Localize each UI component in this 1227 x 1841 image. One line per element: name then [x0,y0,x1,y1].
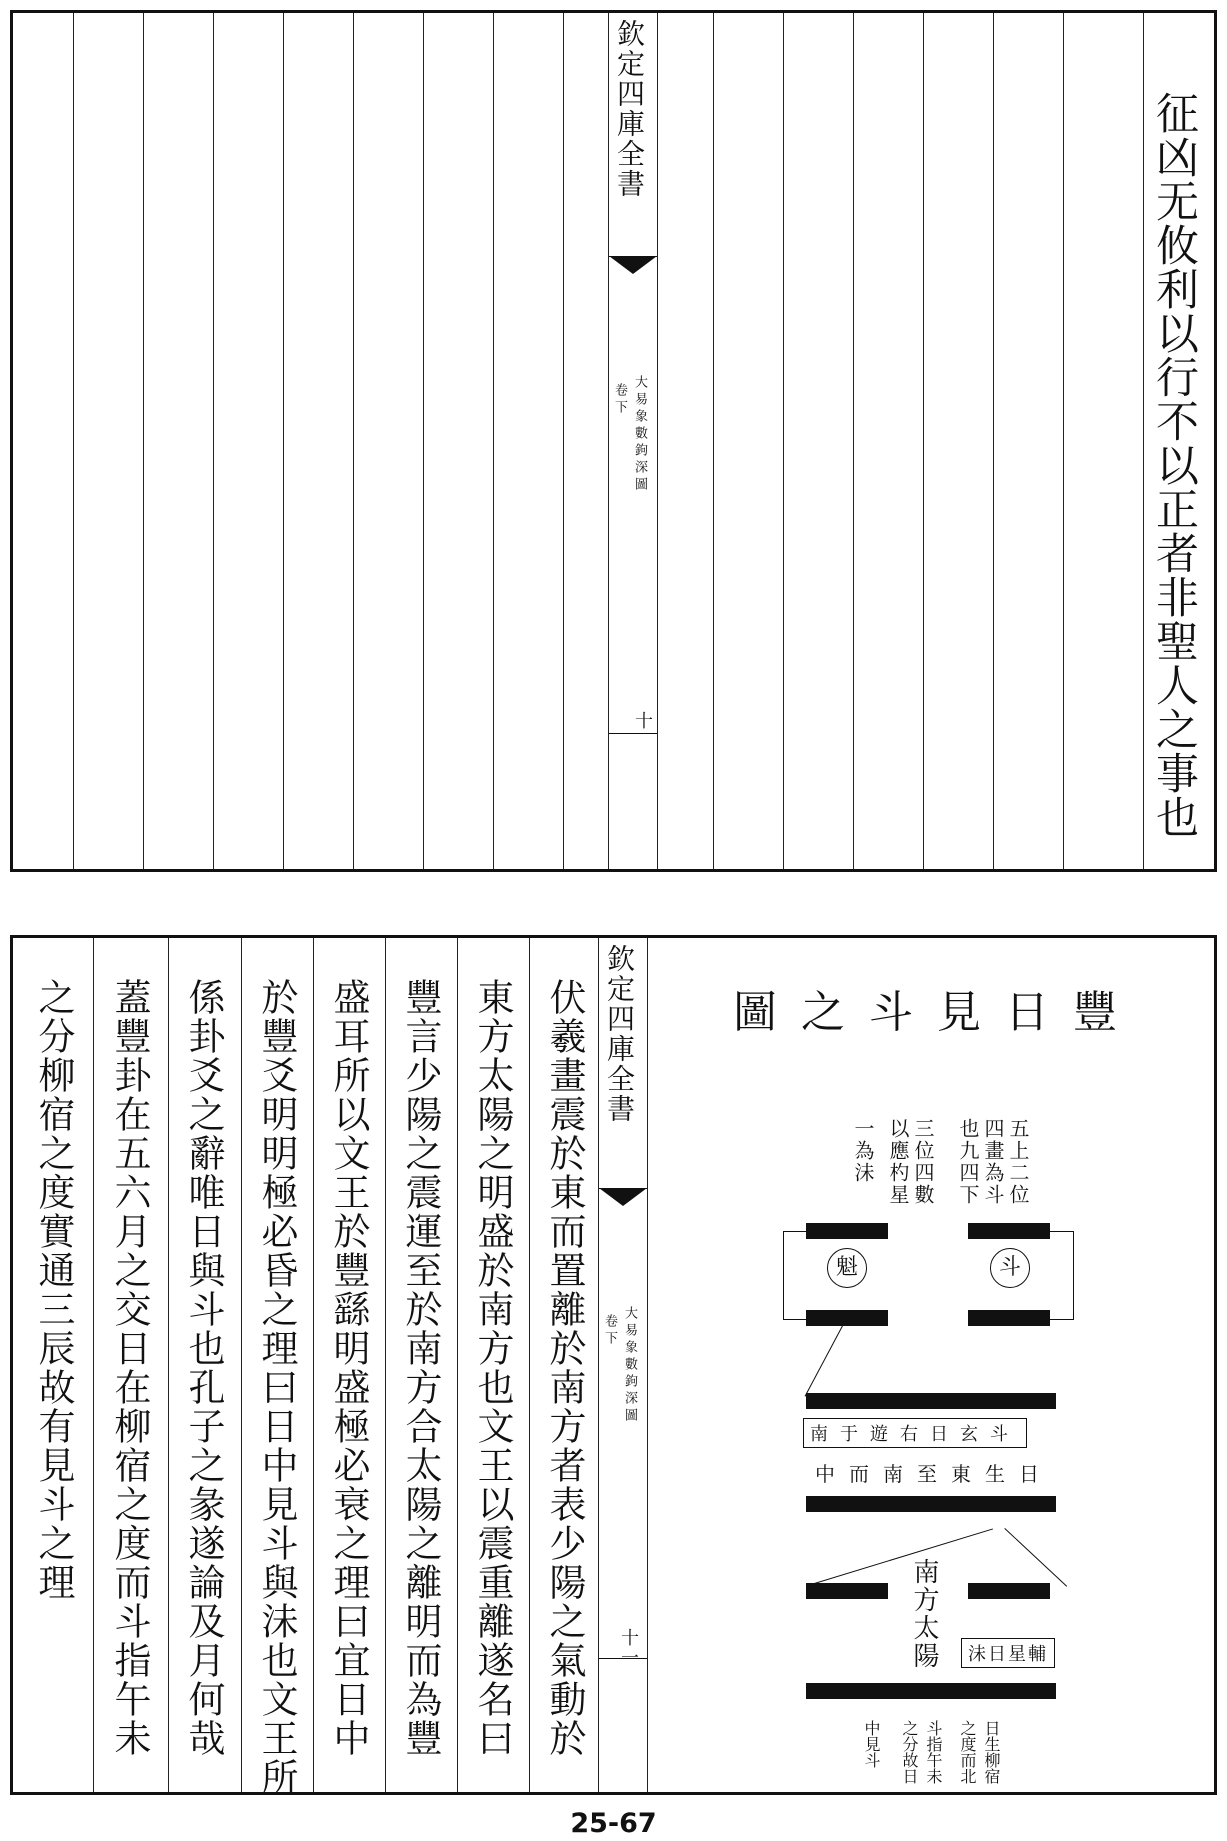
diagram-note-bottom: 之度而北 [958,1720,977,1784]
column-rule [283,13,284,869]
gutter-rule [609,256,657,257]
diagram-note-top: 一為沬 [851,1118,875,1184]
feng-diagram [663,938,1213,1788]
diagram-note-bottom: 之分故日 [900,1720,919,1784]
gutter-title: 欽定四庫全書 [613,19,646,199]
diagram-note-bottom: 斗指午未 [924,1720,943,1784]
star-circle-right: 斗 [990,1248,1030,1288]
bottom-page [10,935,1217,1795]
diagram-link-line [805,1326,843,1397]
gutter-leaf-number: 十 [632,711,653,731]
column-rule [168,938,169,1792]
column-rule [73,13,74,869]
column-rule [783,13,784,869]
column-rule [353,13,354,869]
column-rule [493,13,494,869]
yang-line-bar [806,1496,1056,1512]
diagram-note-top: 三位四數 [911,1118,935,1206]
column-rule [853,13,854,869]
text-column: 伏羲畫震於東而置離於南方者表少陽之氣動於 [543,978,586,1758]
diagram-note-top: 五上二位 [1006,1118,1030,1206]
connector-bracket [1050,1231,1074,1320]
text-column: 豐言少陽之震運至於南方合太陽之離明而為豐 [399,978,442,1758]
gutter-rule [599,1188,647,1189]
yin-line-bar [806,1310,888,1326]
page-number: 25-67 [570,1808,657,1839]
column-rule [1143,13,1144,869]
yin-line-bar [968,1583,1050,1599]
text-column: 係卦爻之辭唯日與斗也孔子之彖遂論及月何哉 [182,978,225,1758]
text-column: 於豐爻明明極必昏之理曰日中見斗與沬也文王所 [255,978,298,1797]
gutter-title: 欽定四庫全書 [603,944,636,1124]
column-rule [993,13,994,869]
diagram-box-label: 斗玄日右遊于南 [803,1418,1027,1448]
yin-line-bar [806,1223,888,1239]
fish-tail-mark [599,1188,647,1206]
top-page [10,10,1217,872]
fish-tail-mark [609,256,657,274]
yang-line-bar [806,1683,1056,1699]
diagram-center-label: 南方太陽 [909,1558,939,1670]
yin-line-bar [968,1223,1050,1239]
column-rule [313,938,314,1792]
column-rule [143,13,144,869]
column-rule [1063,13,1064,869]
column-rule [213,13,214,869]
gutter-leaf-number: 十一 [618,1628,639,1668]
gutter-juan: 卷下 [602,1314,617,1348]
diagram-row-label: 日生東至南而中 [815,1462,1053,1486]
column-rule [241,938,242,1792]
diagram-link-line [1004,1528,1067,1587]
diagram-note-bottom: 日生柳宿 [982,1720,1001,1784]
column-rule [385,938,386,1792]
gutter-rule [609,733,657,734]
text-column: 蓋豐卦在五六月之交日在柳宿之度而斗指午未 [108,978,151,1758]
yang-line-bar [806,1393,1056,1409]
column-rule [423,13,424,869]
column-rule [529,938,530,1792]
yin-line-bar [806,1583,888,1599]
gutter-book-name: 大易象數鉤深圖 [622,1306,637,1425]
center-gutter [608,13,658,869]
diagram-note-top: 以應杓星 [886,1118,910,1206]
diagram-side-box: 輔星日沬 [961,1638,1055,1668]
gutter-rule [599,1658,647,1659]
text-column: 之分柳宿之度實通三辰故有見斗之理 [32,978,75,1602]
diagram-title: 豐日見斗之圖 [733,987,1141,1038]
text-column: 盛耳所以文王於豐繇明盛極必衰之理曰宜日中 [327,978,370,1758]
diagram-note-top: 四畫為斗 [981,1118,1005,1206]
connector-bracket [783,1231,807,1320]
diagram-note-bottom: 中見斗 [862,1720,881,1768]
gutter-book-name: 大易象數鉤深圖 [632,375,647,494]
text-column: 東方太陽之明盛於南方也文王以震重離遂名曰 [471,978,514,1758]
diagram-note-top: 也九四下 [956,1118,980,1206]
center-gutter [598,938,648,1792]
column-rule [923,13,924,869]
column-rule [563,13,564,869]
yin-line-bar [968,1310,1050,1326]
diagram-link-line [811,1528,993,1585]
column-rule [93,938,94,1792]
star-circle-left: 魁 [827,1248,867,1288]
column-rule [713,13,714,869]
column-rule [457,938,458,1792]
gutter-juan: 卷下 [612,383,627,417]
text-column: 征凶无攸利以行不以正者非聖人之事也 [1149,91,1199,839]
